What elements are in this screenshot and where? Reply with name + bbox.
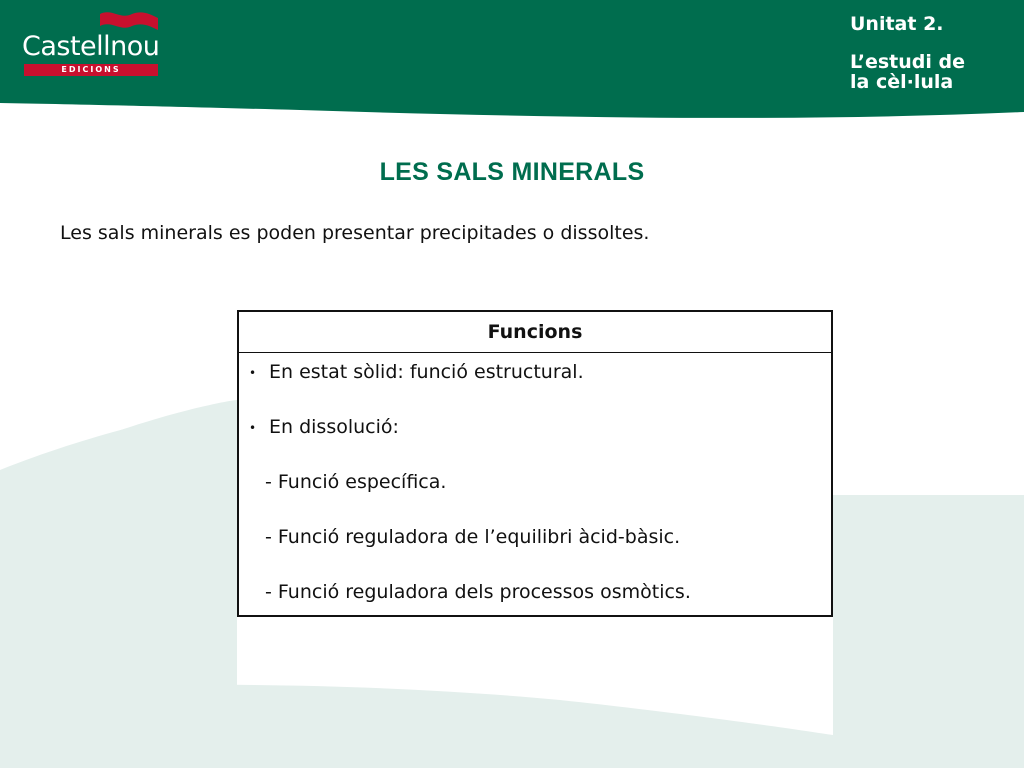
unit-label: Unitat 2.: [850, 13, 944, 35]
list-item: [249, 469, 831, 524]
intro-text: Les sals minerals es poden presentar precipitades o dissoltes.: [60, 222, 650, 244]
background-fill-right: [833, 495, 1024, 768]
logo-sub: EDICIONS: [24, 64, 158, 76]
list-item: [249, 359, 831, 414]
bullet-icon: •: [249, 420, 257, 435]
list-item-text: - Funció específica.: [265, 471, 447, 493]
table-header: Funcions: [239, 312, 831, 353]
list-item-text: En estat sòlid: funció estructural.: [269, 361, 584, 383]
unit-title-line1: L’estudi de: [850, 51, 965, 73]
unit-title: [850, 14, 1020, 92]
unit-title-line2: la cèl·lula: [850, 71, 954, 93]
list-item-text: - Funció reguladora dels processos osmòtics.: [265, 581, 691, 603]
bullet-icon: •: [249, 365, 257, 380]
list-item: [249, 414, 831, 469]
list-item: [249, 524, 831, 579]
castellnou-logo: [22, 10, 160, 78]
list-item-text: - Funció reguladora de l’equilibri àcid-bàsic.: [265, 526, 681, 548]
table-body: [239, 353, 831, 634]
logo-name: Castellnou: [22, 31, 160, 62]
list-item-text: En dissolució:: [269, 416, 399, 438]
functions-table: [237, 310, 833, 617]
background-fill-left: [0, 405, 237, 768]
page-title: LES SALS MINERALS: [379, 158, 645, 186]
list-item: [249, 579, 831, 634]
